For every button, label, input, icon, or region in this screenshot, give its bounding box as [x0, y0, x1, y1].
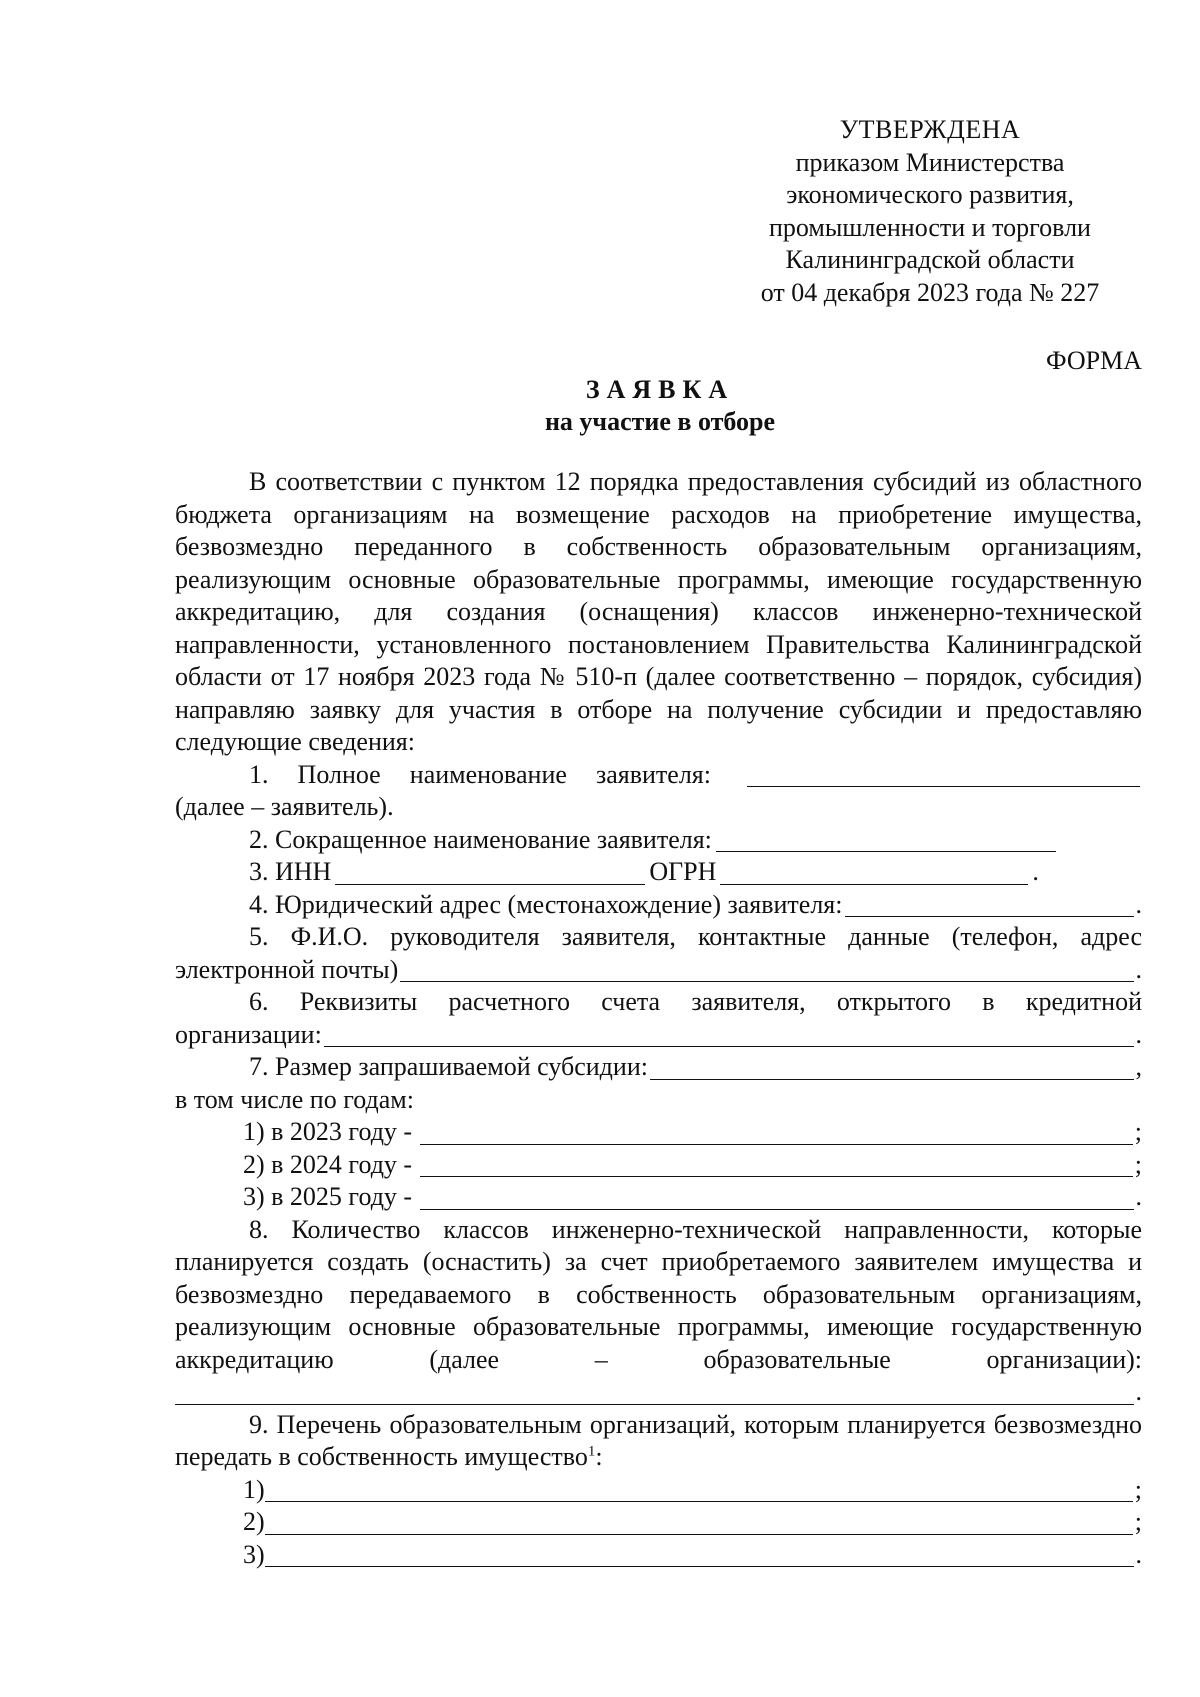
item-5-end: .: [1135, 954, 1142, 984]
item-2-line: [175, 824, 1142, 857]
approval-line: приказом Министерства: [795, 147, 1065, 177]
approval-line: промышленности и торговли: [769, 212, 1091, 242]
short-name-field[interactable]: [716, 826, 1056, 852]
item-3-line: [175, 856, 1142, 889]
item-9-paragraph: [175, 1409, 1142, 1474]
item-1-word: 1.: [249, 759, 269, 789]
item-5-label: 5. Ф.И.О. руководителя заявителя, контактные данные (телефон, адрес: [249, 922, 1142, 951]
year-row: [175, 1181, 1142, 1214]
inn-label: 3. ИНН: [249, 857, 332, 886]
item-7-line: [175, 1051, 1142, 1084]
org-2-field[interactable]: [265, 1509, 1133, 1535]
title-main: ЗАЯВКА: [585, 375, 735, 404]
item-1-word: заявителя:: [595, 759, 711, 789]
item-3-end: .: [1032, 857, 1039, 886]
footnote-ref: 1: [587, 1443, 596, 1460]
approval-heading: УТВЕРЖДЕНА: [839, 115, 1021, 144]
org-end: ;: [1134, 1474, 1142, 1504]
org-3-field[interactable]: [265, 1541, 1134, 1567]
contact-field[interactable]: [400, 956, 1133, 982]
item-1-word: Полное: [297, 759, 381, 789]
org-row: [175, 1539, 1142, 1572]
ogrn-label: ОГРН: [649, 857, 717, 886]
org-label: 3): [243, 1539, 265, 1569]
item-6-label: 6. Реквизиты расчетного счета заявителя, открытого в кредитной: [249, 987, 1142, 1016]
item-9-colon: :: [595, 1442, 603, 1471]
org-row: [175, 1506, 1142, 1539]
org-row: [175, 1474, 1142, 1507]
item-9-text: 9. Перечень образовательным организаций, которым планируется безвозмездно передать в собственность имущество: [175, 1409, 1142, 1471]
year-label: 3) в 2025 году -: [243, 1182, 413, 1211]
item-6-label-2: организации:: [175, 1019, 322, 1049]
year-end: .: [1135, 1182, 1142, 1211]
item-4-end: .: [1135, 889, 1142, 919]
item-7-label: 7. Размер запрашиваемой субсидии:: [249, 1052, 648, 1081]
year-2024-field[interactable]: [420, 1151, 1133, 1177]
year-label: 2) в 2024 году -: [243, 1149, 413, 1179]
classes-count-field[interactable]: [175, 1379, 1134, 1405]
year-2025-field[interactable]: [420, 1184, 1133, 1210]
item-2-label: 2. Сокращенное наименование заявителя:: [249, 824, 712, 854]
item-1-label: [249, 759, 711, 792]
org-end: .: [1135, 1539, 1142, 1569]
item-5-line: [175, 921, 1142, 954]
item-5-line-2: [175, 954, 1142, 987]
item-4-line: [175, 889, 1142, 922]
subsidy-amount-field[interactable]: [650, 1054, 1134, 1080]
ogrn-field[interactable]: [720, 859, 1028, 885]
year-end: ;: [1134, 1117, 1142, 1146]
approval-date-line: от 04 декабря 2023 года № 227: [760, 277, 1100, 307]
item-7-label-2: в том числе по годам:: [175, 1084, 414, 1114]
form-label: ФОРМА: [1046, 346, 1142, 375]
item-1-line: [175, 759, 1142, 792]
year-row: [175, 1149, 1142, 1182]
item-1-tail: (далее – заявитель).: [175, 792, 394, 821]
title-sub: на участие в отборе: [544, 407, 776, 436]
legal-address-field[interactable]: [845, 891, 1134, 917]
year-label: 1) в 2023 году -: [243, 1117, 413, 1146]
org-label: 2): [243, 1507, 265, 1536]
org-1-field[interactable]: [265, 1476, 1133, 1502]
document-title: [0, 374, 1200, 438]
form-body: [175, 466, 1142, 1571]
full-name-field[interactable]: [747, 761, 1140, 787]
inn-field[interactable]: [335, 859, 645, 885]
item-6-line: [175, 986, 1142, 1019]
year-row: [175, 1116, 1142, 1149]
org-end: ;: [1134, 1507, 1142, 1536]
item-4-label: 4. Юридический адрес (местонахождение) заявителя:: [249, 889, 843, 919]
item-5-label-2: электронной почты): [175, 954, 399, 984]
year-2023-field[interactable]: [420, 1119, 1133, 1145]
year-end: ;: [1134, 1149, 1142, 1179]
bank-account-field[interactable]: [324, 1021, 1134, 1047]
item-7-end: ,: [1135, 1052, 1142, 1081]
item-8-end: .: [1135, 1377, 1142, 1406]
item-1-word: наименование: [409, 759, 567, 789]
item-8-paragraph: 8. Количество классов инженерно-технической направленности, которые планируется создать (оснастить) за счет приобретаемого заявителем имущества и безвозмездно передаваемого в собственность образовательным организациям, реализующим основные образовательные программы, имеющие государственную аккредитацию (далее – образовательные организации):: [175, 1214, 1142, 1374]
org-label: 1): [243, 1474, 265, 1504]
intro-paragraph: В соответствии с пунктом 12 порядка предоставления субсидий из областного бюджета организациям на возмещение расходов на приобретение имущества, безвозмездно переданного в собственность образовательным организациям, реализующим основные образовательные программы, имеющие государственную аккредитацию, для создания (оснащения) классов инженерно-технической направленности, установленного постановлением Правительства Калининградской области от 17 ноября 2023 года № 510-п (далее соответственно – порядок, субсидия) направляю заявку для участия в отборе на получение субсидии и предоставляю следующие сведения:: [175, 467, 1142, 756]
approval-line: Калининградской области: [785, 245, 1075, 274]
approval-line: экономического развития,: [786, 180, 1074, 209]
item-6-line-2: [175, 1019, 1142, 1052]
approval-stamp: [720, 114, 1140, 309]
item-6-end: .: [1135, 1019, 1142, 1049]
item-8-line: [175, 1376, 1142, 1409]
